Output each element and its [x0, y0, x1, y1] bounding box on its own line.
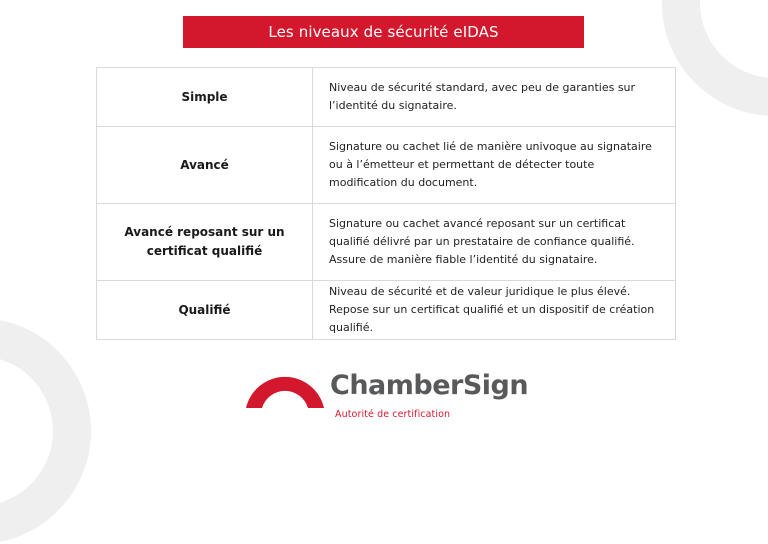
table-row — [97, 281, 676, 340]
level-description: Signature ou cachet lié de manière univoque au signataire ou à l’émetteur et permettant de détecter toute modification du document. — [313, 127, 676, 204]
arc-logo-icon — [242, 362, 328, 424]
level-name: Avancé reposant sur un certificat qualifié — [97, 204, 313, 281]
level-description: Signature ou cachet avancé reposant sur un certificat qualifié délivré par un prestataire de confiance qualifié. Assure de manière fiable l’identité du signataire. — [313, 204, 676, 281]
level-description: Niveau de sécurité standard, avec peu de garanties sur l’identité du signataire. — [313, 68, 676, 127]
security-levels-table — [96, 67, 676, 340]
table-row — [97, 204, 676, 281]
level-name: Avancé — [97, 127, 313, 204]
brand-name: ChamberSign — [330, 370, 529, 401]
decorative-circle-bottom-left — [0, 318, 91, 544]
table-row — [97, 127, 676, 204]
level-description: Niveau de sécurité et de valeur juridique le plus élevé. Repose sur un certificat qualifié et un dispositif de création qualifié. — [313, 281, 676, 340]
decorative-circle-top-right — [662, 0, 768, 116]
level-name: Qualifié — [97, 281, 313, 340]
level-name: Simple — [97, 68, 313, 127]
chambersign-logo — [242, 362, 542, 424]
brand-tagline: Autorité de certification — [335, 409, 451, 420]
table-row — [97, 68, 676, 127]
page-title: Les niveaux de sécurité eIDAS — [183, 16, 584, 48]
